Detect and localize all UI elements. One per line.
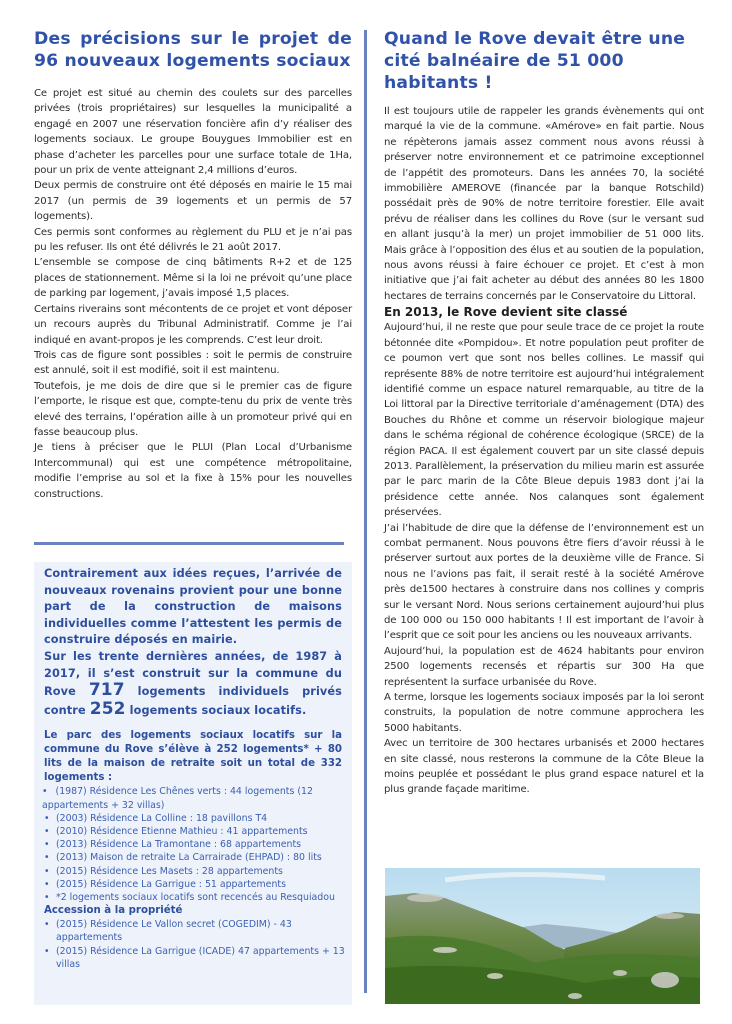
social-housing-count: 252 — [89, 698, 126, 719]
section-divider — [34, 542, 344, 545]
social-housing-list — [34, 785, 352, 904]
list-item — [42, 838, 346, 851]
list-item-text: (2015) Résidence La Garrigue : 51 appartements — [56, 878, 286, 890]
list-item-text: *2 logements sociaux locatifs sont recencés au Resquiadou — [56, 891, 335, 903]
left-article-body — [34, 86, 352, 502]
hills-landscape-image — [385, 868, 700, 1004]
paragraph: A terme, lorsque les logements sociaux imposés par la loi seront construits, la population de notre commune approchera les 5000 habitants. — [384, 692, 704, 734]
bullet-icon: • — [44, 891, 50, 903]
paragraph: Avec un territoire de 300 hectares urbanisés et 2000 hectares en site classé, nous resterons la commune de la Côte Bleue la moins peuplée et possédant le plus grand espace naturel et la plus grande façade maritime. — [384, 738, 704, 796]
list-item-text: (2015) Résidence Les Masets : 28 appartements — [56, 865, 283, 877]
paragraph: L’ensemble se compose de cinq bâtiments R+2 et de 125 places de stationnement. Même si la loi ne prévoit qu’une place de parking par logement, j’avais imposé 1,5 places. — [34, 257, 352, 300]
box-intro-stats: Sur les trente dernières années, de 1987 à 2017, il s’est construit sur la commune du Rove — [44, 649, 342, 699]
bullet-icon: • — [44, 825, 50, 837]
box-intro — [34, 562, 352, 719]
box-intro-stats-end: logements sociaux locatifs. — [129, 703, 307, 717]
list-item — [42, 945, 346, 971]
list-item — [42, 918, 346, 944]
right-article — [384, 28, 704, 798]
bullet-icon: • — [44, 852, 50, 864]
list-item-text: (2013) Résidence La Tramontane : 68 appartements — [56, 839, 302, 851]
list-item — [42, 785, 346, 811]
paragraph: Je tiens à préciser que le PLUI (Plan Local d’Urbanisme Intercommunal) qui est une compétence métropolitaine, modifie l’emprise au sol et la fixe à 15% pour les nouvelles constructions. — [34, 442, 352, 500]
bullet-icon: • — [44, 812, 50, 824]
list-item — [42, 865, 346, 878]
accession-heading: Accession à la propriété — [44, 905, 183, 917]
accession-list — [34, 918, 352, 971]
paragraph: Aujourd’hui, la population est de 4624 habitants pour environ 2500 logements recensés et répartis sur 300 Ha que représentent la surface urbanisée du Rove. — [384, 645, 704, 688]
list-item-text: (1987) Résidence Les Chênes verts : 44 logements (12 appartements + 32 villas) — [42, 786, 313, 811]
right-article-body — [384, 104, 704, 798]
box-intro-text: Contrairement aux idées reçues, l’arrivée de nouveaux rovenains provient pour une bonne part de la construction de maisons individuelles comme l’attestent les permis de construire déposés en mairie. — [44, 567, 342, 647]
box-intro-stats-cont: logements individuels privés contre — [44, 685, 342, 717]
right-article-title: Quand le Rove devait être une cité balnéaire de 51 000 habitants ! — [384, 29, 686, 93]
list-item — [42, 851, 346, 864]
section-subheading: En 2013, le Rove devient site classé — [384, 305, 628, 320]
bullet-icon: • — [44, 878, 50, 890]
bullet-icon: • — [44, 839, 50, 851]
paragraph: Il est toujours utile de rappeler les grands évènements qui ont marqué la vie de la commune. «Amérove» en fait partie. Nous ne répèterons jamais assez comment nous avons réussi à préserver notre environnement et ce patrimoine exceptionnel de l’appétit des promoteurs. Dans les années 70, la société immobilière AMEROVE (financée par la banque Rotschild) possédait près de 90% de notre territoire forestier. Elle avait prévu de réaliser dans les collines du Rove (sur le versant sud en allant jusqu’à la mer) un projet immobilier de 51 000 lits. Mais grâce à l’opposition des élus et au soutien de la population, nous avons réussi à faire échouer ce projet. Et c’est à mon initiative que j’ai fait acheter au début des années 80 les 1800 hectares de terrains concernés par le Conservatoire du Littoral. — [384, 106, 704, 302]
bullet-icon: • — [44, 865, 50, 877]
list-item — [42, 825, 346, 838]
paragraph: Deux permis de construire ont été déposés en mairie le 15 mai 2017 (un permis de 39 logements et un permis de 57 logements). — [34, 180, 352, 223]
list-item-text: (2013) Maison de retraite La Carrairade (EHPAD) : 80 lits — [56, 852, 322, 864]
list-item-text: (2015) Résidence Le Vallon secret (COGEDIM) - 43 appartements — [56, 919, 292, 944]
left-article-title: Des précisions sur le projet de 96 nouveaux logements sociaux — [34, 29, 352, 71]
left-article — [34, 28, 352, 502]
paragraph: Trois cas de figure sont possibles : soit le permis de construire est annulé, soit il est modifié, soit il est maintenu. — [34, 349, 352, 377]
landscape-photo — [385, 868, 700, 1004]
paragraph: Ce projet est situé au chemin des coulets sur des parcelles privées (trois propriétaires) sur lesquelles la municipalité a engagé en 2007 une réservation foncière afin d’y réaliser des logements sociaux. Le groupe Bouygues Immobilier est en phase d’acheter les parcelles pour une surface totale de 1Ha, pour un prix de vente atteignant 2,4 millions d’euros. — [34, 88, 352, 177]
private-housing-count: 717 — [88, 680, 125, 701]
social-housing-heading: Le parc des logements sociaux locatifs sur la commune du Rove s’élève à 252 logements* + 80 lits de la maison de retraite soit un total de 332 logements : — [44, 730, 342, 784]
paragraph: Toutefois, je me dois de dire que si le premier cas de figure l’emporte, le risque est que, compte-tenu du prix de vente très elevé des terrains, l’opération aille à un promoteur privé qui en fasse beaucoup plus. — [34, 380, 352, 438]
paragraph: Aujourd’hui, il ne reste que pour seule trace de ce projet la route bétonnée dite «Pompidou». Et notre population peut profiter de ce poumon vert que sont nos belles collines. Le massif qui représente 88% de notre territoire est aujourd’hui intégralement identifié comme un espace naturel remarquable, au titre de la Loi littoral par la Directive territoriale d’aménagement (DTA) des Bouches du Rhône et comme un réservoir biologique majeur dans le schéma régional de cohérence écologique (SRCE) de la région PACA. Il est également couvert par un site classé depuis 2013. Parallèlement, la préservation du milieu marin est assurée par le parc marin de la Côte Bleue depuis 1983 dont j’ai la présidence cette année. Nos calanques sont également préservées. — [384, 322, 704, 519]
paragraph: Certains riverains sont mécontents de ce projet et vont déposer un recours auprès du Tribunal Administratif. Comme je l’ai indiqué en avant-propos je les comprends. C’est leur droit. — [34, 303, 352, 346]
housing-stats-box — [34, 562, 352, 1005]
bullet-icon: • — [44, 945, 50, 957]
list-item — [42, 812, 346, 825]
list-item — [42, 878, 346, 891]
list-item-text: (2015) Résidence La Garrigue (ICADE) 47 appartements + 13 villas — [56, 945, 345, 970]
list-item-text: (2003) Résidence La Colline : 18 pavillons T4 — [56, 812, 268, 824]
column-divider — [364, 30, 367, 993]
bullet-icon: • — [44, 919, 50, 931]
paragraph: J’ai l’habitude de dire que la défense de l’environnement est un combat permanent. Nous pouvons être fiers d’avoir réussi à le préserver surtout aux portes de la deuxième ville de France. Si nous ne l’avions pas fait, il serait resté à la société Amérove près de1500 hectares à construire dans nos collines y compris sur le versant Nord. Nous serions certainement aujourd’hui plus de 100 000 ou 150 000 habitants ! Il est important de l’avoir à l’esprit que ce soit pour les anciens ou les nouveaux arrivants. — [384, 522, 704, 642]
list-item — [42, 891, 346, 904]
bullet-icon: • — [42, 786, 48, 798]
list-item-text: (2010) Résidence Etienne Mathieu : 41 appartements — [56, 825, 308, 837]
paragraph: Ces permis sont conformes au règlement du PLU et je n’ai pas pu les refuser. Ils ont été délivrés le 21 août 2017. — [34, 226, 352, 254]
